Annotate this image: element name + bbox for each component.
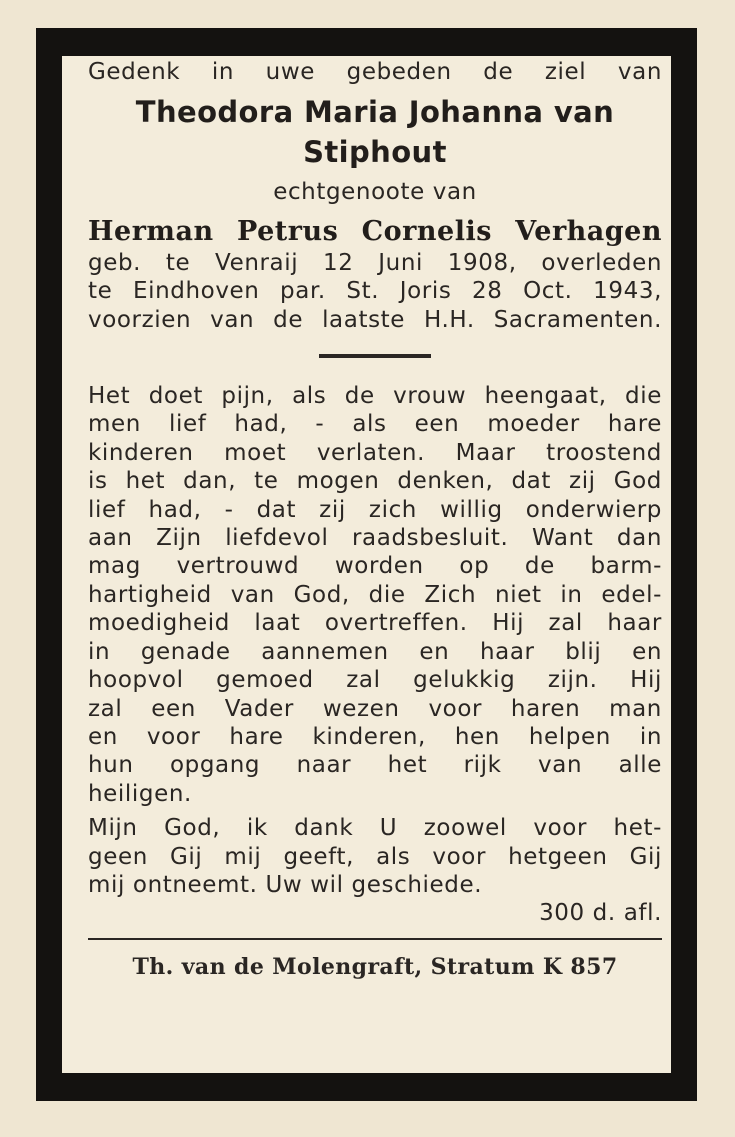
text-line-14: hun opgang naar het rijk van alle — [88, 752, 662, 779]
text-line-12: zal een Vader wezen voor haren man — [88, 695, 662, 722]
husband-name: Herman Petrus Cornelis Verhagen — [88, 215, 662, 247]
bottom-rule — [88, 938, 662, 940]
divider-bar — [319, 354, 431, 358]
intro-line: Gedenk in uwe gebeden de ziel van — [88, 59, 662, 85]
prayer-line-3: mij ontneemt. Uw wil geschiede. — [88, 871, 483, 898]
card-content — [88, 58, 662, 982]
text-line-11: hoopvol gemoed zal gelukkig zijn. Hij — [88, 667, 662, 694]
life-line-1: geb. te Venraij 12 Juni 1908, overleden — [88, 249, 662, 276]
printer-credit: Th. van de Molengraft, Stratum K 857 — [132, 953, 618, 980]
text-line-13: en voor hare kinderen, hen helpen in — [88, 723, 662, 750]
text-line-4: is het dan, te mogen denken, dat zij God — [88, 468, 662, 495]
prayer-line-1: Mijn God, ik dank U zoowel voor het- — [88, 815, 662, 842]
spouse-intro: echtgenoote van — [273, 179, 477, 206]
deceased-name-line-2: Stiphout — [303, 135, 447, 170]
life-line-3: voorzien van de laatste H.H. Sacramenten. — [88, 306, 662, 333]
text-line-10: in genade aannemen en haar blij en — [88, 638, 662, 665]
text-line-2: men lief had, - als een moeder hare — [88, 411, 662, 438]
indulgence-note: 300 d. afl. — [539, 900, 662, 927]
text-line-1: Het doet pijn, als de vrouw heengaat, die — [88, 383, 662, 410]
text-line-8: hartigheid van God, die Zich niet in edel- — [88, 581, 662, 608]
text-line-9: moedigheid laat overtreffen. Hij zal haar — [88, 610, 662, 637]
deceased-name-line-1: Theodora Maria Johanna van — [135, 95, 615, 130]
text-line-15: heiligen. — [88, 780, 192, 807]
prayer-line-2: geen Gij mij geeft, als voor hetgeen Gij — [88, 843, 662, 870]
life-line-2: te Eindhoven par. St. Joris 28 Oct. 1943, — [88, 278, 662, 305]
text-line-5: lief had, - dat zij zich willig onderwierp — [88, 496, 662, 523]
text-line-6: aan Zijn liefdevol raadsbesluit. Want dan — [88, 525, 662, 552]
text-line-7: mag vertrouwd worden op de barm- — [88, 553, 662, 580]
text-line-3: kinderen moet verlaten. Maar troostend — [88, 439, 662, 466]
